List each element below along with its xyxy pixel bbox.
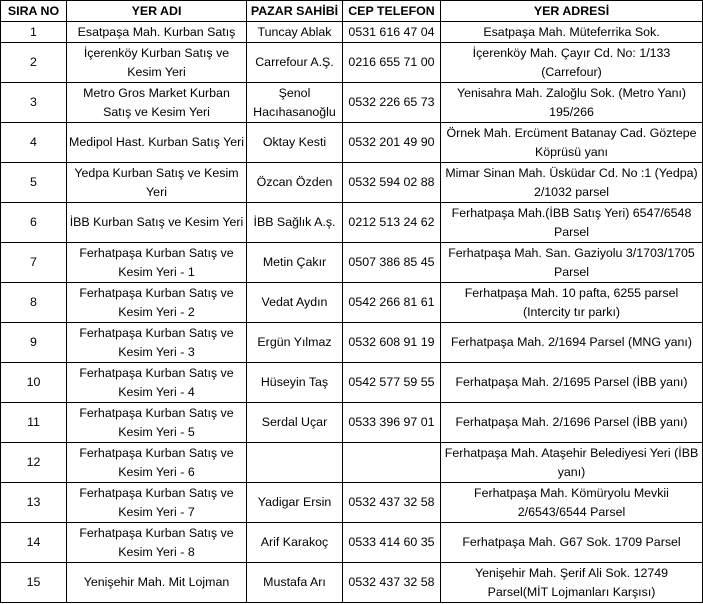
cell-yer-adi: Ferhatpaşa Kurban Satış ve Kesim Yeri - 2	[67, 283, 247, 323]
cell-yer-adi: Ferhatpaşa Kurban Satış ve Kesim Yeri - 6	[67, 443, 247, 483]
header-cep-telefon: CEP TELEFON	[343, 1, 441, 22]
cell-cep-telefon: 0532 594 02 88	[343, 163, 441, 203]
cell-pazar-sahibi: Şenol Hacıhasanoğlu	[247, 83, 343, 123]
cell-cep-telefon: 0532 226 65 73	[343, 83, 441, 123]
cell-cep-telefon: 0532 437 32 58	[343, 483, 441, 523]
cell-pazar-sahibi	[247, 443, 343, 483]
cell-pazar-sahibi: Hüseyin Taş	[247, 363, 343, 403]
cell-sira-no: 12	[1, 443, 67, 483]
cell-pazar-sahibi: Arif Karakoç	[247, 523, 343, 563]
table-row	[1, 43, 703, 83]
cell-yer-adresi: İçerenköy Mah. Çayır Cd. No: 1/133 (Carrefour)	[441, 43, 703, 83]
table-row	[1, 323, 703, 363]
table-row	[1, 283, 703, 323]
cell-sira-no: 11	[1, 403, 67, 443]
table-row	[1, 363, 703, 403]
cell-yer-adi: Ferhatpaşa Kurban Satış ve Kesim Yeri - 1	[67, 243, 247, 283]
cell-cep-telefon: 0532 437 32 58	[343, 563, 441, 603]
cell-cep-telefon: 0533 414 60 35	[343, 523, 441, 563]
cell-sira-no: 2	[1, 43, 67, 83]
cell-sira-no: 1	[1, 22, 67, 43]
cell-sira-no: 9	[1, 323, 67, 363]
cell-sira-no: 6	[1, 203, 67, 243]
cell-yer-adresi: Ferhatpaşa Mah. 2/1694 Parsel (MNG yanı)	[441, 323, 703, 363]
cell-yer-adresi: Ferhatpaşa Mah. San. Gaziyolu 3/1703/1705 Parsel	[441, 243, 703, 283]
header-row	[1, 1, 703, 22]
table-row	[1, 483, 703, 523]
cell-yer-adresi: Örnek Mah. Ercüment Batanay Cad. Göztepe Köprüsü yanı	[441, 123, 703, 163]
cell-sira-no: 7	[1, 243, 67, 283]
cell-pazar-sahibi: Mustafa Arı	[247, 563, 343, 603]
table-row	[1, 123, 703, 163]
cell-cep-telefon: 0531 616 47 04	[343, 22, 441, 43]
cell-cep-telefon	[343, 443, 441, 483]
cell-yer-adresi: Mimar Sinan Mah. Üsküdar Cd. No :1 (Yedpa) 2/1032 parsel	[441, 163, 703, 203]
cell-yer-adresi: Ferhatpaşa Mah. G67 Sok. 1709 Parsel	[441, 523, 703, 563]
cell-yer-adresi: Yenişehir Mah. Şerif Ali Sok. 12749 Parsel(MİT Lojmanları Karşısı)	[441, 563, 703, 603]
cell-yer-adi: Yenişehir Mah. Mit Lojman	[67, 563, 247, 603]
cell-pazar-sahibi: İBB Sağlık A.ş.	[247, 203, 343, 243]
table-row	[1, 563, 703, 603]
cell-yer-adi: Medipol Hast. Kurban Satış Yeri	[67, 123, 247, 163]
cell-cep-telefon: 0542 266 81 61	[343, 283, 441, 323]
cell-cep-telefon: 0532 201 49 90	[343, 123, 441, 163]
cell-sira-no: 8	[1, 283, 67, 323]
cell-yer-adresi: Ferhatpaşa Mah. Kömüryolu Mevkii 2/6543/6544 Parsel	[441, 483, 703, 523]
cell-yer-adresi: Ferhatpaşa Mah. 2/1695 Parsel (İBB yanı)	[441, 363, 703, 403]
header-sira-no: SIRA NO	[1, 1, 67, 22]
cell-pazar-sahibi: Yadigar Ersin	[247, 483, 343, 523]
cell-cep-telefon: 0542 577 59 55	[343, 363, 441, 403]
cell-cep-telefon: 0212 513 24 62	[343, 203, 441, 243]
cell-cep-telefon: 0216 655 71 00	[343, 43, 441, 83]
cell-yer-adresi: Ferhatpaşa Mah. 2/1696 Parsel (İBB yanı)	[441, 403, 703, 443]
cell-pazar-sahibi: Vedat Aydın	[247, 283, 343, 323]
cell-yer-adresi: Ferhatpaşa Mah. 10 pafta, 6255 parsel (Intercity tır parkı)	[441, 283, 703, 323]
cell-pazar-sahibi: Ergün Yılmaz	[247, 323, 343, 363]
cell-yer-adi: Metro Gros Market Kurban Satış ve Kesim Yeri	[67, 83, 247, 123]
table-row	[1, 83, 703, 123]
cell-pazar-sahibi: Carrefour A.Ş.	[247, 43, 343, 83]
table-row	[1, 22, 703, 43]
table-row	[1, 403, 703, 443]
header-yer-adresi: YER ADRESİ	[441, 1, 703, 22]
cell-yer-adi: İçerenköy Kurban Satış ve Kesim Yeri	[67, 43, 247, 83]
cell-cep-telefon: 0532 608 91 19	[343, 323, 441, 363]
table-row	[1, 163, 703, 203]
cell-yer-adi: Yedpa Kurban Satış ve Kesim Yeri	[67, 163, 247, 203]
table-row	[1, 443, 703, 483]
table-row	[1, 203, 703, 243]
cell-yer-adresi: Yenisahra Mah. Zaloğlu Sok. (Metro Yanı) 195/266	[441, 83, 703, 123]
cell-cep-telefon: 0507 386 85 45	[343, 243, 441, 283]
header-pazar-sahibi: PAZAR SAHİBİ	[247, 1, 343, 22]
cell-pazar-sahibi: Tuncay Ablak	[247, 22, 343, 43]
table-row	[1, 243, 703, 283]
cell-sira-no: 3	[1, 83, 67, 123]
table-row	[1, 523, 703, 563]
cell-sira-no: 4	[1, 123, 67, 163]
cell-yer-adi: Ferhatpaşa Kurban Satış ve Kesim Yeri - 4	[67, 363, 247, 403]
cell-sira-no: 15	[1, 563, 67, 603]
cell-yer-adresi: Esatpaşa Mah. Müteferrika Sok.	[441, 22, 703, 43]
cell-yer-adi: Esatpaşa Mah. Kurban Satış	[67, 22, 247, 43]
header-yer-adi: YER ADI	[67, 1, 247, 22]
cell-yer-adresi: Ferhatpaşa Mah. Ataşehir Belediyesi Yeri (İBB yanı)	[441, 443, 703, 483]
cell-sira-no: 13	[1, 483, 67, 523]
cell-sira-no: 5	[1, 163, 67, 203]
cell-yer-adi: Ferhatpaşa Kurban Satış ve Kesim Yeri - 3	[67, 323, 247, 363]
cell-pazar-sahibi: Oktay Kesti	[247, 123, 343, 163]
cell-yer-adi: Ferhatpaşa Kurban Satış ve Kesim Yeri - 8	[67, 523, 247, 563]
cell-yer-adi: İBB Kurban Satış ve Kesim Yeri	[67, 203, 247, 243]
cell-sira-no: 14	[1, 523, 67, 563]
cell-pazar-sahibi: Metin Çakır	[247, 243, 343, 283]
cell-yer-adi: Ferhatpaşa Kurban Satış ve Kesim Yeri - 5	[67, 403, 247, 443]
cell-cep-telefon: 0533 396 97 01	[343, 403, 441, 443]
cell-pazar-sahibi: Özcan Özden	[247, 163, 343, 203]
cell-yer-adresi: Ferhatpaşa Mah.(İBB Satış Yeri) 6547/6548 Parsel	[441, 203, 703, 243]
cell-pazar-sahibi: Serdal Uçar	[247, 403, 343, 443]
cell-sira-no: 10	[1, 363, 67, 403]
cell-yer-adi: Ferhatpaşa Kurban Satış ve Kesim Yeri - 7	[67, 483, 247, 523]
